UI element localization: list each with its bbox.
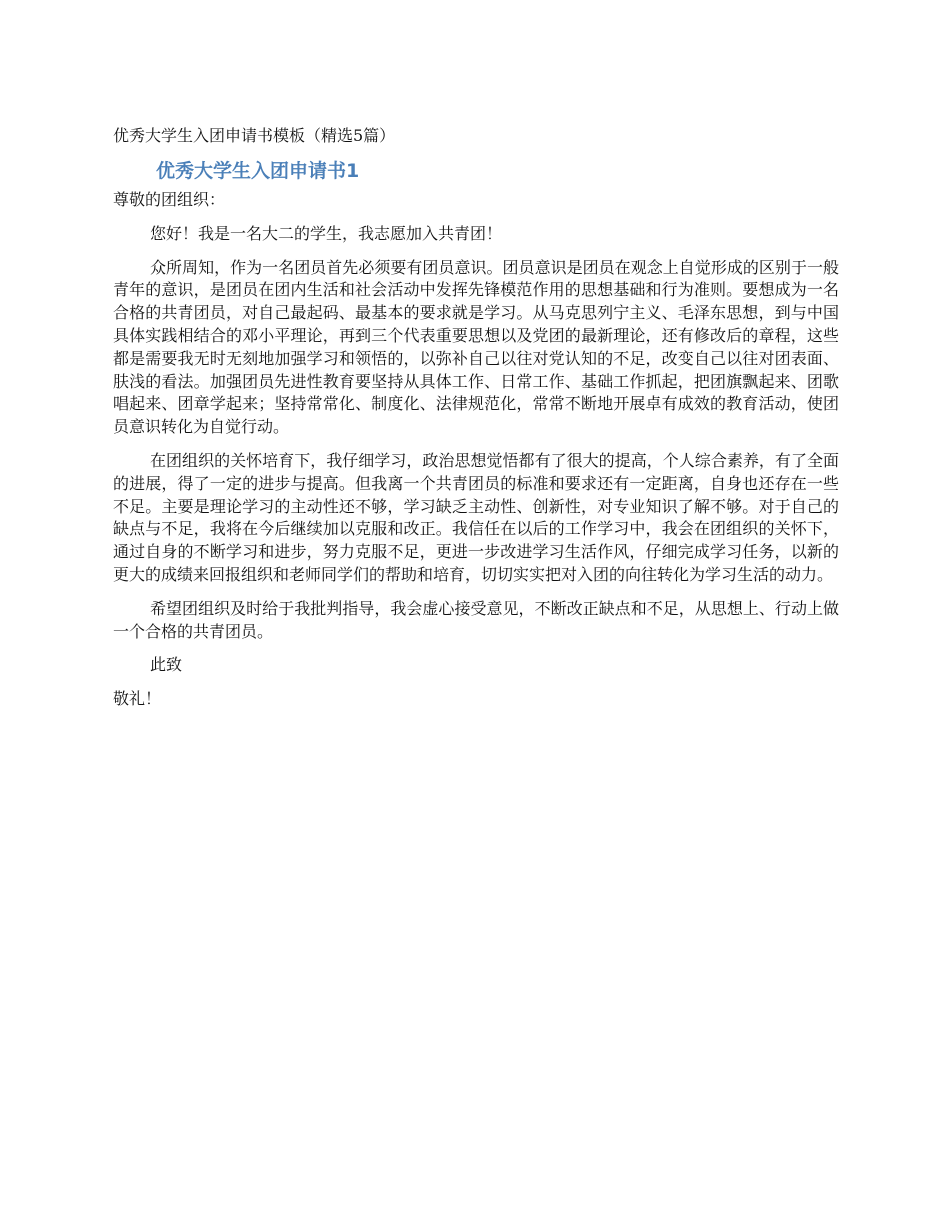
paragraph-body: 希望团组织及时给于我批判指导，我会虚心接受意见，不断改正缺点和不足，从思想上、行动上做一个合格的共青团员。 [113, 598, 839, 641]
paragraph-intro: 您好！我是一名大二的学生，我志愿加入共青团！ [150, 223, 503, 243]
regards: 敬礼！ [113, 689, 162, 709]
closing: 此致 [150, 655, 183, 675]
paragraph-body: 众所周知，作为一名团员首先必须要有团员意识。团员意识是团员在观念上自觉形成的区别于一般青年的意识，是团员在团内生活和社会活动中发挥先锋模范作用的思想基础和行为准则。要想成为一名合格的共青团员，对自己最起码、最基本的要求就是学习。从马克思列宁主义、毛泽东思想，到与中国具体实践相结合的邓小平理论，再到三个代表重要思想以及党团的最新理论，还有修改后的章程，这些都是需要我无时无刻地加强学习和领悟的，以弥补自己以往对党认知的不足，改变自己以往对团表面、肤浅的看法。加强团员先进性教育要坚持从具体工作、日常工作、基础工作抓起，把团旗飘起来、团歌唱起来、团章学起来；坚持常常化、制度化、法律规范化，常常不断地开展卓有成效的教育活动，使团员意识转化为自觉行动。 [113, 257, 839, 437]
paragraph-body: 在团组织的关怀培育下，我仔细学习，政治思想觉悟都有了很大的提高，个人综合素养，有了全面的进展，得了一定的进步与提高。但我离一个共青团员的标准和要求还有一定距离，自身也还存在一些不足。主要是理论学习的主动性还不够，学习缺乏主动性、创新性，对专业知识了解不够。对于自己的缺点与不足，我将在今后继续加以克服和改正。我信任在以后的工作学习中，我会在团组织的关怀下，通过自身的不断学习和进步，努力克服不足，更进一步改进学习生活作风，仔细完成学习任务，以新的更大的成绩来回报组织和老师同学们的帮助和培育，切切实实把对入团的向往转化为学习生活的动力。 [113, 450, 839, 584]
document-page [113, 122, 839, 722]
section-heading: 优秀大学生入团申请书1 [156, 160, 360, 182]
document-title: 优秀大学生入团申请书模板（精选5篇） [113, 126, 396, 145]
greeting: 尊敬的团组织： [113, 190, 226, 209]
